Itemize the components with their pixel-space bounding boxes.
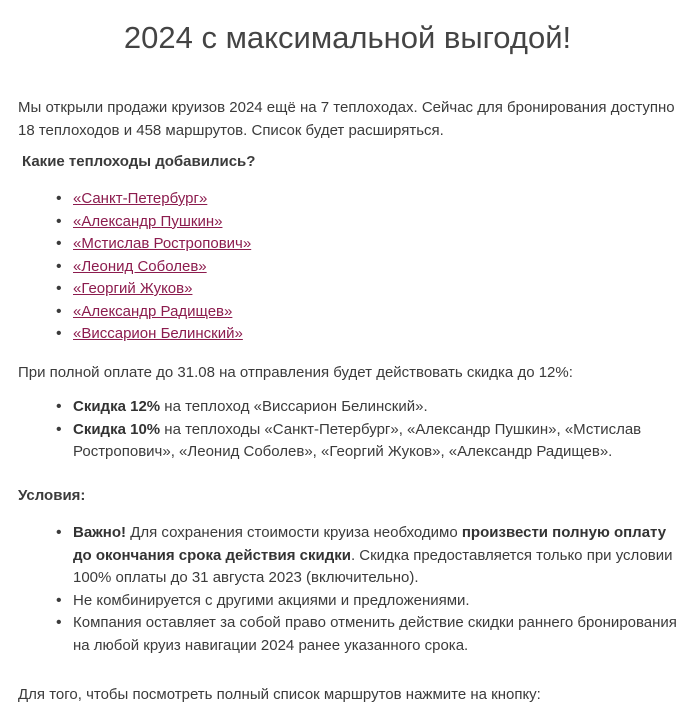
list-item (73, 211, 251, 234)
list-item (73, 256, 251, 279)
condition-text: Компания оставляет за собой право отменить действие скидки раннего бронирования на любой круиз навигации 2024 ранее указанного срока. (73, 614, 677, 654)
ships-heading: Какие теплоходы добавились? (22, 153, 256, 170)
ship-link-mstislav-rostropovich[interactable]: «Мстислав Ростропович» (73, 235, 252, 252)
discount-label: Скидка 10% (73, 420, 161, 438)
list-item (73, 301, 251, 324)
important-label: Важно! (73, 524, 127, 541)
discounts-list (73, 396, 678, 464)
page-title: 2024 с максимальной выгодой! (123, 20, 572, 55)
list-item (73, 419, 678, 464)
list-item (73, 188, 251, 211)
conditions-list (73, 522, 681, 657)
list-item (73, 396, 678, 419)
ship-link-vissarion-belinskiy[interactable]: «Виссарион Белинский» (73, 325, 243, 342)
list-item (73, 612, 681, 657)
ships-list (73, 188, 251, 346)
list-item (73, 522, 681, 590)
condition-bold-text: произвести полную оплату до окончания срока действия скидки (73, 524, 667, 564)
condition-text: Для сохранения стоимости круиза необходимо (126, 524, 462, 541)
ship-link-leonid-sobolev[interactable]: «Леонид Соболев» (73, 257, 207, 275)
ship-link-aleksandr-pushkin[interactable]: «Александр Пушкин» (73, 212, 223, 230)
list-item (73, 323, 251, 346)
discount-text: на теплоходы «Санкт-Петербург», «Александр Пушкин», «Мстислав Ростропович», «Леонид Соболев», «Георгий Жуков», «Александр Радищев». (73, 420, 642, 460)
discount-intro: При полной оплате до 31.08 на отправления будет действовать скидка до 12%: (18, 364, 573, 381)
ship-link-georgiy-zhukov[interactable]: «Георгий Жуков» (73, 280, 193, 297)
list-item (73, 590, 681, 613)
condition-text: Не комбинируется с другими акциями и предложениями. (73, 591, 470, 609)
discount-text: на теплоход «Виссарион Белинский». (160, 398, 428, 415)
discount-label: Скидка 12% (73, 398, 161, 415)
list-item (73, 233, 251, 256)
ship-link-aleksandr-radishchev[interactable]: «Александр Радищев» (73, 302, 233, 320)
conditions-heading: Условия: (18, 487, 86, 504)
ship-link-sankt-peterburg[interactable]: «Санкт-Петербург» (73, 190, 208, 207)
intro-paragraph: Мы открыли продажи круизов 2024 ещё на 7 теплоходах. Сейчас для бронирования доступно 18 теплоходов и 458 маршрутов. Список будет расширяться. (18, 99, 675, 139)
footer-text: Для того, чтобы посмотреть полный список маршрутов нажмите на кнопку: (18, 686, 541, 703)
list-item (73, 278, 251, 301)
condition-text: . Скидка предоставляется только при условии 100% оплаты до 31 августа 2023 (включительно). (73, 546, 673, 586)
